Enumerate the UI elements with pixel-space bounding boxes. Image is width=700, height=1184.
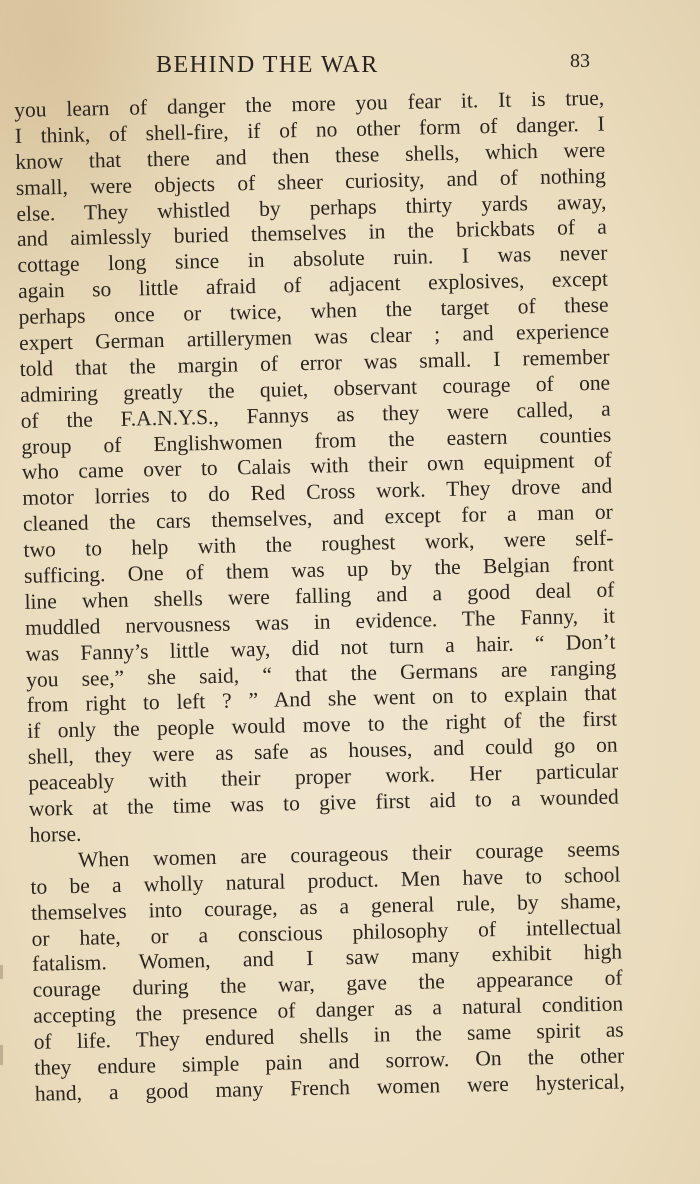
- text-line: themselves into courage, as a general rule, by shame,: [30, 888, 622, 925]
- text-line: two to help with the roughest work, were self-: [23, 525, 614, 563]
- text-line: expert German artillerymen was clear ; and experience: [18, 318, 610, 355]
- running-head: [0, 50, 700, 86]
- text-line: line when shells were falling and a good deal of: [24, 577, 615, 614]
- text-line: perhaps once or twice, when the target of these: [18, 292, 609, 330]
- text-line: motor lorries to do Red Cross work. They drove and: [22, 473, 613, 511]
- text-line: work at the time was to give first aid to a wounded: [28, 784, 620, 821]
- text-line: was Fanny’s little way, did not turn a hair. “ Don’t: [25, 629, 616, 666]
- text-line: admiring greatly the quiet, observant courage of one: [19, 370, 611, 407]
- page-edge-mark: [0, 965, 3, 979]
- text-line: else. They whistled by perhaps thirty yards away,: [16, 189, 607, 226]
- text-line: group of Englishwomen from the eastern counties: [21, 422, 612, 459]
- text-line: of life. They endured shells in the same spirit as: [33, 1017, 624, 1054]
- text-line: from right to left ? ” And she went on to explain that: [26, 680, 617, 718]
- text-line: horse.: [29, 821, 82, 847]
- text-line: cleaned the cars themselves, and except for a man or: [22, 499, 614, 537]
- text-line: if only the people would move to the right of the first: [27, 706, 618, 744]
- page-number: 83: [570, 50, 590, 72]
- page-edge-mark: [0, 1045, 3, 1065]
- text-line: they endure simple pain and sorrow. On the other: [34, 1043, 625, 1080]
- text-line: and aimlessly buried themselves in the brickbats of a: [16, 215, 608, 252]
- text-line: again so little afraid of adjacent explosives, except: [17, 266, 609, 304]
- text-line: shell, they were as safe as houses, and could go on: [27, 732, 618, 770]
- text-line: told that the margin of error was small. I remember: [19, 344, 610, 381]
- text-line: you see,” she said, “ that the Germans are ranging: [25, 655, 617, 692]
- text-line: muddled nervousness was in evidence. The Fanny, it: [24, 603, 616, 640]
- text-line: hand, a good many French women were hysterical,: [34, 1069, 625, 1106]
- text-line: courage during the war, gave the appearance of: [32, 965, 623, 1003]
- text-line: of the F.A.N.Y.S., Fannys as they were called, a: [20, 396, 611, 433]
- text-line: accepting the presence of danger as a natural condition: [32, 991, 624, 1028]
- running-title: BEHIND THE WAR: [156, 52, 379, 78]
- text-line: peaceably with their proper work. Her particular: [28, 758, 619, 796]
- text-line: know that there and then these shells, which were: [15, 137, 606, 174]
- text-line: fatalism. Women, and I saw many exhibit high: [31, 939, 623, 977]
- text-line: cottage long since in absolute ruin. I was never: [17, 240, 608, 278]
- text-line: When women are courageous their courage seems: [77, 836, 621, 872]
- text-line: small, were objects of sheer curiosity, and of nothing: [15, 163, 606, 200]
- text-line: sufficing. One of them was up by the Belgian front: [23, 551, 615, 588]
- text-line: to be a wholly natural product. Men have to school: [30, 862, 621, 899]
- text-line: who came over to Calais with their own equipment of: [21, 448, 612, 485]
- body-text: [14, 86, 627, 1108]
- text-line: you learn of danger the more you fear it. It is true,: [14, 85, 605, 122]
- text-line: or hate, or a conscious philosophy of intellectual: [31, 913, 622, 951]
- text-line: I think, of shell-fire, if of no other form of danger. I: [14, 111, 605, 148]
